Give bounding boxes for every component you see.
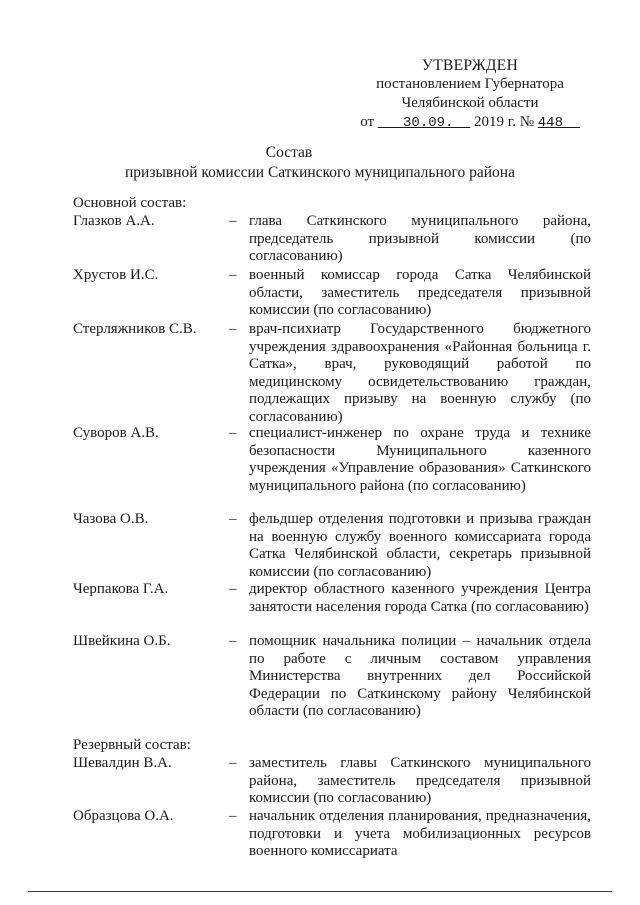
member-dash: – bbox=[229, 511, 237, 527]
member-name: Черпакова Г.А. bbox=[73, 581, 169, 597]
approval-line-1: постановлением Губернатора bbox=[376, 76, 564, 92]
member-role: глава Саткинского муниципального района, председатель призывной комиссии (по согласованию) bbox=[249, 213, 591, 264]
reserve-section-label: Резервный состав: bbox=[73, 737, 191, 753]
approval-block bbox=[360, 56, 580, 133]
member-dash: – bbox=[229, 808, 237, 824]
member-dash: – bbox=[229, 755, 237, 771]
member-role: военный комиссар города Сатка Челябинской области, заместитель председателя призывной комиссии (по согласованию) bbox=[249, 267, 591, 318]
member-dash: – bbox=[229, 321, 237, 337]
approval-number: 448 bbox=[537, 115, 563, 131]
approval-title: УТВЕРЖДЕН bbox=[421, 57, 519, 74]
member-role: специалист-инженер по охране труда и технике безопасности Муниципального казенного учреждения «Управление образования» Саткинского муниципального района (по согласованию) bbox=[249, 425, 591, 494]
member-name: Стерляжников С.В. bbox=[73, 321, 197, 337]
member-name: Чазова О.В. bbox=[73, 511, 149, 527]
document-title-block bbox=[0, 143, 640, 183]
member-name: Образцова О.А. bbox=[73, 808, 174, 824]
member-name: Хрустов И.С. bbox=[73, 267, 159, 283]
member-role: начальник отделения планирования, предназначения, подготовки и учета мобилизационных ресурсов военного комиссариата bbox=[249, 808, 591, 859]
member-name: Глазков А.А. bbox=[73, 213, 155, 229]
approval-line-2: Челябинской области bbox=[401, 95, 539, 111]
member-role: фельдшер отделения подготовки и призыва граждан на военную службу военного комиссариата города Сатка Челябинской области, секретарь призывной комиссии (по согласованию) bbox=[249, 511, 591, 580]
member-dash: – bbox=[229, 267, 237, 283]
member-role: директор областного казенного учреждения Центра занятости населения города Сатка (по согласованию) bbox=[249, 581, 591, 615]
member-dash: – bbox=[229, 633, 237, 649]
member-dash: – bbox=[229, 581, 237, 597]
member-dash: – bbox=[229, 213, 237, 229]
member-name: Шевалдин В.А. bbox=[73, 755, 172, 771]
member-dash: – bbox=[229, 425, 237, 441]
approval-date-prefix: от bbox=[360, 114, 375, 130]
member-role: заместитель главы Саткинского муниципального района, заместитель председателя призывной комиссии (по согласованию) bbox=[249, 755, 591, 806]
approval-date-line bbox=[360, 113, 580, 133]
page-bottom-rule bbox=[28, 891, 612, 892]
approval-date-year: 2019 г. № bbox=[474, 114, 535, 130]
member-role: врач-психиатр Государственного бюджетного учреждения здравоохранения «Районная больница г. Сатка», врач, руководящий работой по медицинскому освидетельствованию граждан, подлежащих призыву на военную службу (по согласованию) bbox=[249, 321, 591, 425]
main-section-label: Основной состав: bbox=[73, 195, 187, 211]
document-title: Состав bbox=[265, 144, 313, 161]
member-name: Суворов А.В. bbox=[73, 425, 159, 441]
document-subtitle: призывной комиссии Саткинского муниципального района bbox=[125, 164, 515, 181]
member-role: помощник начальника полиции – начальник отдела по работе с личным составом управления Министерства внутренних дел Российской Федерации по Саткинскому району Челябинской области (по согласованию) bbox=[249, 633, 591, 719]
member-name: Швейкина О.Б. bbox=[73, 633, 171, 649]
approval-date-value: 30.09. bbox=[403, 115, 454, 131]
